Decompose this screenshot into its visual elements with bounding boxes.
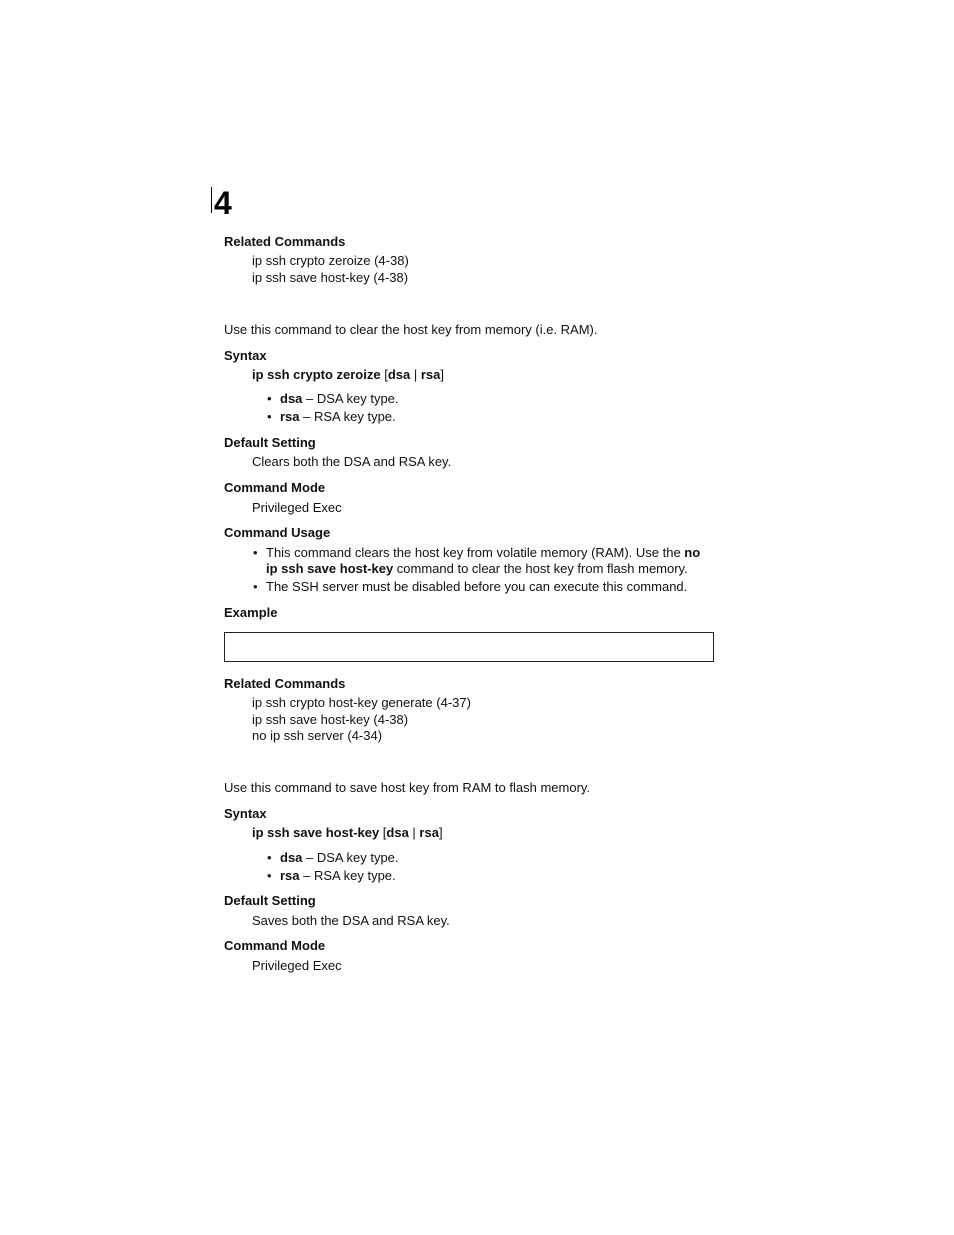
zeroize-syntax xyxy=(252,367,444,383)
savekey-description: Use this command to save host key from RAM to flash memory. xyxy=(224,780,591,795)
related-commands-heading: Related Commands xyxy=(224,234,346,249)
savekey-syntax xyxy=(252,825,443,841)
related-command-item: ip ssh crypto host-key generate (4-37) xyxy=(252,695,471,710)
related-command-item: ip ssh crypto zeroize (4-38) xyxy=(252,253,409,268)
param-item xyxy=(280,409,396,425)
related-command-item: ip ssh save host-key (4-38) xyxy=(252,270,409,285)
param-name: rsa xyxy=(280,868,300,883)
usage-item-line1 xyxy=(266,545,700,561)
syntax-bracket: [ xyxy=(380,367,388,382)
usage-item: The SSH server must be disabled before you can execute this command. xyxy=(266,579,688,594)
param-name: dsa xyxy=(280,391,303,406)
param-desc: – RSA key type. xyxy=(299,868,396,883)
default-setting-heading: Default Setting xyxy=(224,893,316,908)
param-item xyxy=(280,850,399,866)
syntax-option-dsa: dsa xyxy=(386,825,409,840)
syntax-bracket: ] xyxy=(440,367,444,382)
param-item xyxy=(280,391,399,407)
syntax-option-dsa: dsa xyxy=(387,367,411,382)
command-mode-heading: Command Mode xyxy=(224,938,326,953)
bullet-icon: • xyxy=(253,579,258,594)
syntax-command: ip ssh crypto zeroize xyxy=(252,367,381,382)
usage-text: This command clears the host key from volatile memory (RAM). Use the xyxy=(266,545,685,560)
command-mode-text: Privileged Exec xyxy=(252,500,342,515)
param-name: rsa xyxy=(280,409,300,424)
zeroize-description: Use this command to clear the host key from memory (i.e. RAM). xyxy=(224,322,598,337)
syntax-heading: Syntax xyxy=(224,348,267,363)
param-desc: – RSA key type. xyxy=(299,409,396,424)
related-command-item: no ip ssh server (4-34) xyxy=(252,728,383,743)
command-usage-heading: Command Usage xyxy=(224,525,331,540)
syntax-bracket: [ xyxy=(379,825,387,840)
syntax-bracket: ] xyxy=(438,825,443,840)
usage-keyword: no xyxy=(684,545,701,560)
syntax-command: ip ssh save host-key xyxy=(252,825,380,840)
default-setting-text: Saves both the DSA and RSA key. xyxy=(252,913,450,928)
command-mode-heading: Command Mode xyxy=(224,480,326,495)
syntax-heading: Syntax xyxy=(224,806,267,821)
syntax-option-rsa: rsa xyxy=(419,825,439,840)
default-setting-text: Clears both the DSA and RSA key. xyxy=(252,454,452,469)
related-commands-heading: Related Commands xyxy=(224,676,346,691)
default-setting-heading: Default Setting xyxy=(224,435,316,450)
param-name: dsa xyxy=(280,850,303,865)
command-mode-text: Privileged Exec xyxy=(252,958,342,973)
usage-text: command to clear the host key from flash memory. xyxy=(393,561,688,576)
related-command-item: ip ssh save host-key (4-38) xyxy=(252,712,409,727)
param-desc: – DSA key type. xyxy=(302,850,399,865)
syntax-separator: | xyxy=(410,367,421,382)
chapter-number: 4 xyxy=(211,187,232,213)
bullet-icon: • xyxy=(253,545,258,560)
bullet-icon: • xyxy=(267,391,272,406)
param-item xyxy=(280,868,396,884)
bullet-icon: • xyxy=(267,850,272,865)
usage-keyword: ip ssh save host-key xyxy=(266,561,394,576)
bullet-icon: • xyxy=(267,409,272,424)
bullet-icon: • xyxy=(267,868,272,883)
param-desc: – DSA key type. xyxy=(302,391,399,406)
example-heading: Example xyxy=(224,605,278,620)
example-code-box xyxy=(224,632,714,662)
usage-item-line2 xyxy=(266,561,688,577)
syntax-separator: | xyxy=(408,825,420,840)
syntax-option-rsa: rsa xyxy=(420,367,441,382)
